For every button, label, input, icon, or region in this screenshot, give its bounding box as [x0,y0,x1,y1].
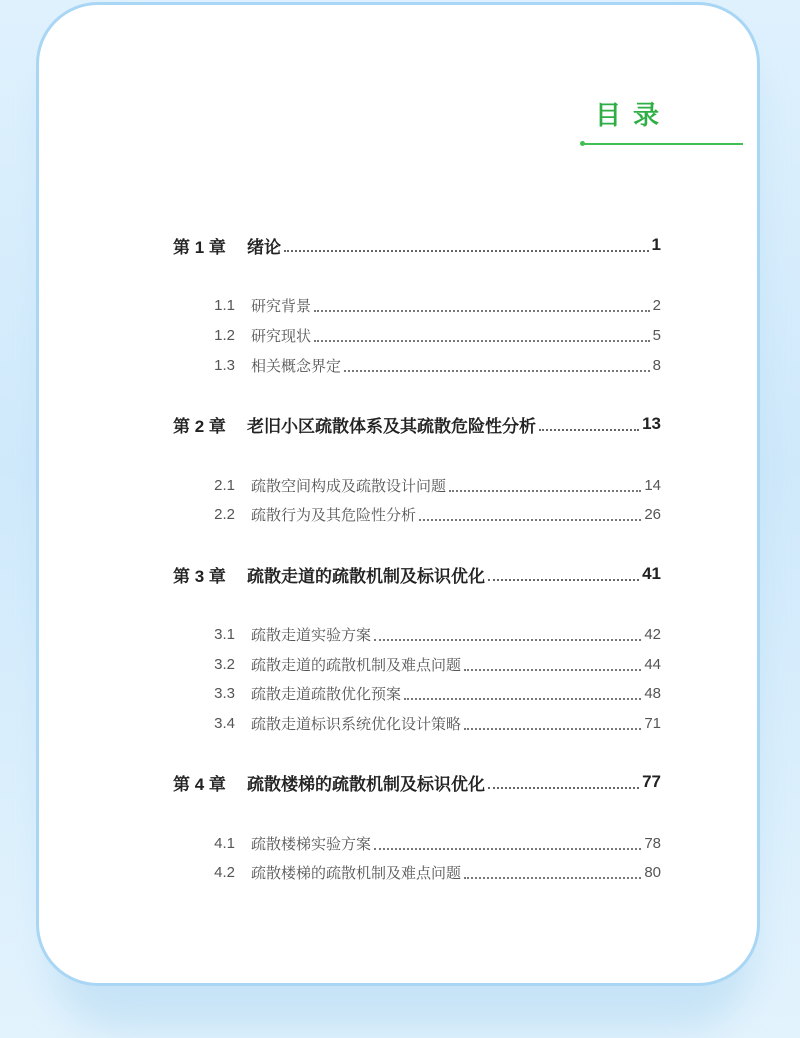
page-number: 48 [644,684,661,702]
section-title: 疏散楼梯的疏散机制及难点问题 [251,864,462,882]
toc-chapter-3[interactable] [173,561,661,587]
dot-leader [314,340,650,342]
section-number: 4.2 [214,863,235,881]
section-number: 1.3 [214,356,235,374]
dot-leader [464,728,641,730]
section-title: 研究背景 [251,297,312,315]
page-number: 1 [651,235,661,254]
toc-section-3-1[interactable] [173,621,661,647]
section-number: 1.1 [214,296,235,314]
page-number: 42 [644,625,661,643]
section-number: 4.1 [214,834,235,852]
page-number: 71 [644,714,661,732]
dot-leader [419,519,641,521]
toc-section-1-2[interactable] [173,322,661,348]
page-number: 44 [644,655,661,673]
chapter-title: 老旧小区疏散体系及其疏散危险性分析 [247,416,536,436]
toc-section-2-1[interactable] [173,472,661,498]
toc-chapter-1[interactable] [173,232,661,258]
page-number: 77 [642,772,661,791]
dot-leader [344,370,650,372]
toc-section-4-2[interactable] [173,859,661,885]
section-number: 1.2 [214,326,235,344]
dot-leader [488,787,639,789]
section-title: 疏散楼梯实验方案 [251,835,372,853]
section-title: 研究现状 [251,327,312,345]
chapter-number: 第 1 章 [173,237,226,257]
section-number: 2.2 [214,505,235,523]
dot-leader [449,490,641,492]
chapter-number: 第 4 章 [173,774,226,794]
dot-leader [284,250,649,252]
dot-leader [464,669,641,671]
dot-leader [374,639,641,641]
toc-section-3-3[interactable] [173,680,661,706]
page-number: 2 [652,296,661,314]
section-title: 疏散走道实验方案 [251,626,372,644]
section-title: 疏散走道的疏散机制及难点问题 [251,656,462,674]
toc-chapter-4[interactable] [173,769,661,795]
section-title: 相关概念界定 [251,357,342,375]
section-title: 疏散空间构成及疏散设计问题 [251,477,447,495]
page-number: 26 [644,505,661,523]
chapter-title: 疏散楼梯的疏散机制及标识优化 [247,774,485,794]
toc-page [36,2,760,986]
section-title: 疏散走道标识系统优化设计策略 [251,715,462,733]
section-number: 3.2 [214,655,235,673]
toc-section-4-1[interactable] [173,830,661,856]
page-number: 80 [644,863,661,881]
section-number: 3.1 [214,625,235,643]
dot-leader [374,848,641,850]
toc-section-3-2[interactable] [173,651,661,677]
toc-chapter-2[interactable] [173,411,661,437]
page-number: 41 [642,564,661,583]
chapter-number: 第 2 章 [173,416,226,436]
page-number: 78 [644,834,661,852]
section-title: 疏散走道疏散优化预案 [251,685,402,703]
dot-leader [404,698,641,700]
heading-rule [583,143,743,145]
toc-section-1-3[interactable] [173,352,661,378]
section-number: 3.4 [214,714,235,732]
toc-section-1-1[interactable] [173,292,661,318]
section-number: 3.3 [214,684,235,702]
dot-leader [539,429,639,431]
page-number: 5 [652,326,661,344]
page-number: 8 [652,356,661,374]
chapter-title: 疏散走道的疏散机制及标识优化 [247,566,485,586]
chapter-number: 第 3 章 [173,566,226,586]
page-number: 14 [644,476,661,494]
toc-section-2-2[interactable] [173,501,661,527]
dot-leader [488,579,639,581]
dot-leader [314,310,650,312]
toc-heading: 目录 [595,100,672,130]
chapter-title: 绪论 [247,237,281,257]
dot-leader [464,877,641,879]
section-title: 疏散行为及其危险性分析 [251,506,417,524]
toc-section-3-4[interactable] [173,710,661,736]
page-number: 13 [642,414,661,433]
section-number: 2.1 [214,476,235,494]
